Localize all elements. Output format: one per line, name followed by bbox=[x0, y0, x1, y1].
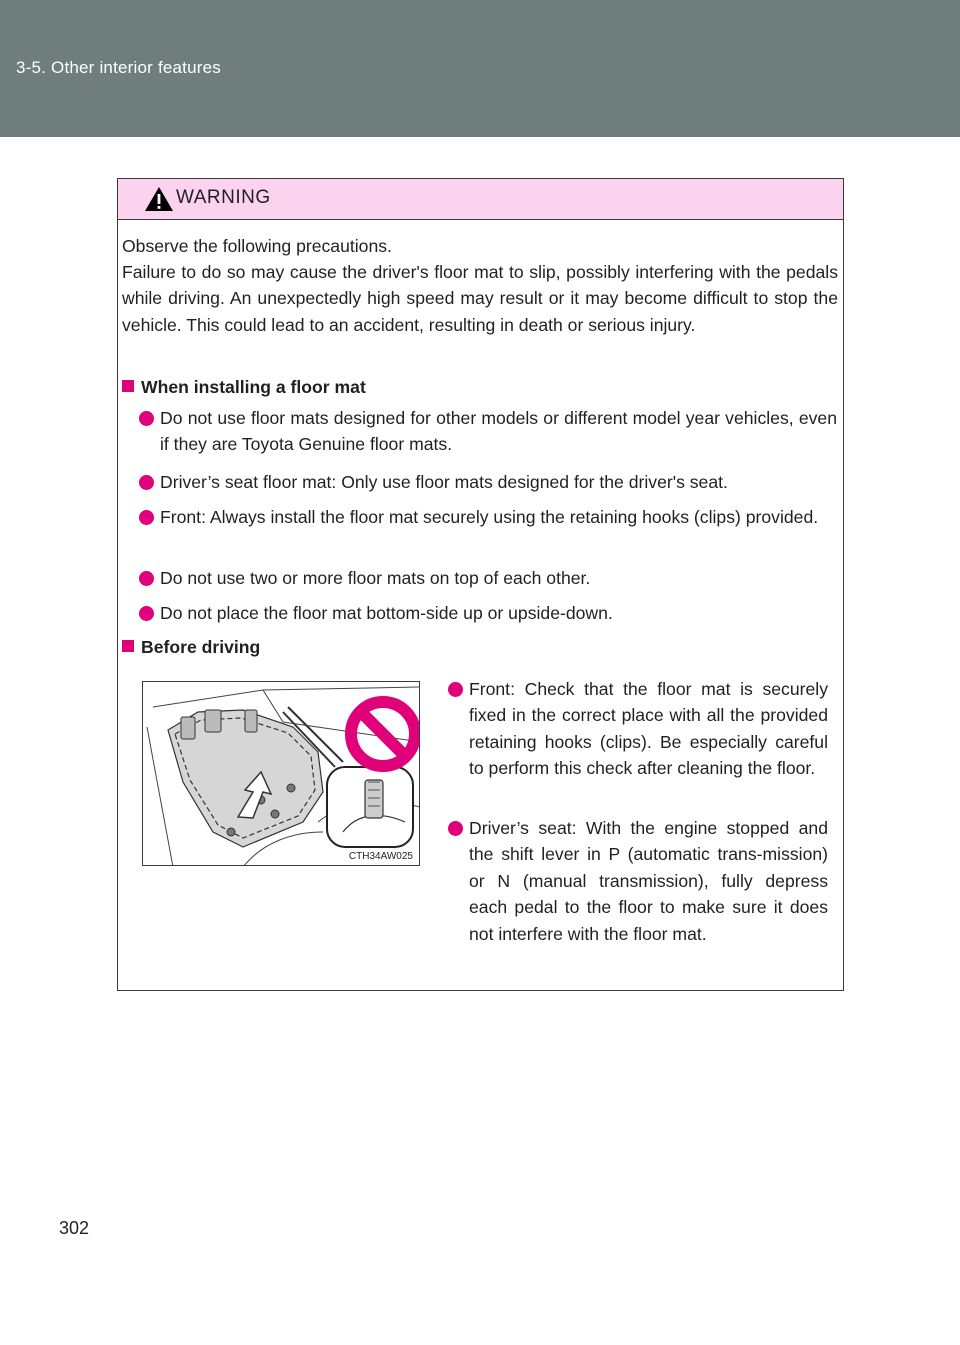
bullet-dot-icon bbox=[139, 571, 154, 586]
section-title: 3-5. Other interior features bbox=[16, 58, 221, 77]
bullet-dot-icon bbox=[139, 475, 154, 490]
page-number: 302 bbox=[59, 1218, 90, 1238]
warning-intro: Observe the following precautions. bbox=[122, 236, 392, 256]
warning-header bbox=[118, 179, 843, 220]
list-item: Front: Check that the floor mat is securely fixed in the correct place with all the provided retaining hooks (clips). Be especially careful to perform this check after cleaning the floor. bbox=[469, 676, 828, 782]
floor-mat-drawing bbox=[143, 682, 420, 866]
bullet-dot-icon bbox=[448, 682, 463, 697]
list-item: Do not place the floor mat bottom-side up or upside-down. bbox=[160, 600, 837, 626]
square-bullet-icon bbox=[122, 380, 134, 392]
header-bar bbox=[0, 0, 960, 137]
bullet-dot-icon bbox=[139, 510, 154, 525]
list-item: Driver’s seat: With the engine stopped and the shift lever in P (automatic trans-mission) or N (manual transmission), fully depress each pedal to the floor to make sure it does not interfere with the floor mat. bbox=[469, 815, 828, 947]
bullet-dot-icon bbox=[139, 606, 154, 621]
section-heading-installing: When installing a floor mat bbox=[122, 374, 366, 400]
bullet-dot-icon bbox=[448, 821, 463, 836]
bullet-dot-icon bbox=[139, 411, 154, 426]
section-heading-before-driving: Before driving bbox=[122, 634, 260, 660]
list-item: Do not use two or more floor mats on top of each other. bbox=[160, 565, 837, 591]
floor-mat-illustration bbox=[142, 681, 420, 866]
warning-body: Failure to do so may cause the driver's floor mat to slip, possibly interfering with the pedals while driving. An unexpectedly high speed may result or it may become difficult to stop the vehicle. This could lead to an accident, resulting in death or serious injury. bbox=[122, 262, 838, 335]
illustration-code: CTH34AW025 bbox=[348, 851, 413, 862]
list-item: Front: Always install the floor mat securely using the retaining hooks (clips) provided. bbox=[160, 504, 837, 530]
list-item: Do not use floor mats designed for other models or different model year vehicles, even if they are Toyota Genuine floor mats. bbox=[160, 405, 837, 458]
square-bullet-icon bbox=[122, 640, 134, 652]
list-item: Driver’s seat floor mat: Only use floor mats designed for the driver's seat. bbox=[160, 469, 837, 495]
warning-icon bbox=[144, 186, 174, 212]
warning-title: WARNING bbox=[176, 187, 271, 208]
